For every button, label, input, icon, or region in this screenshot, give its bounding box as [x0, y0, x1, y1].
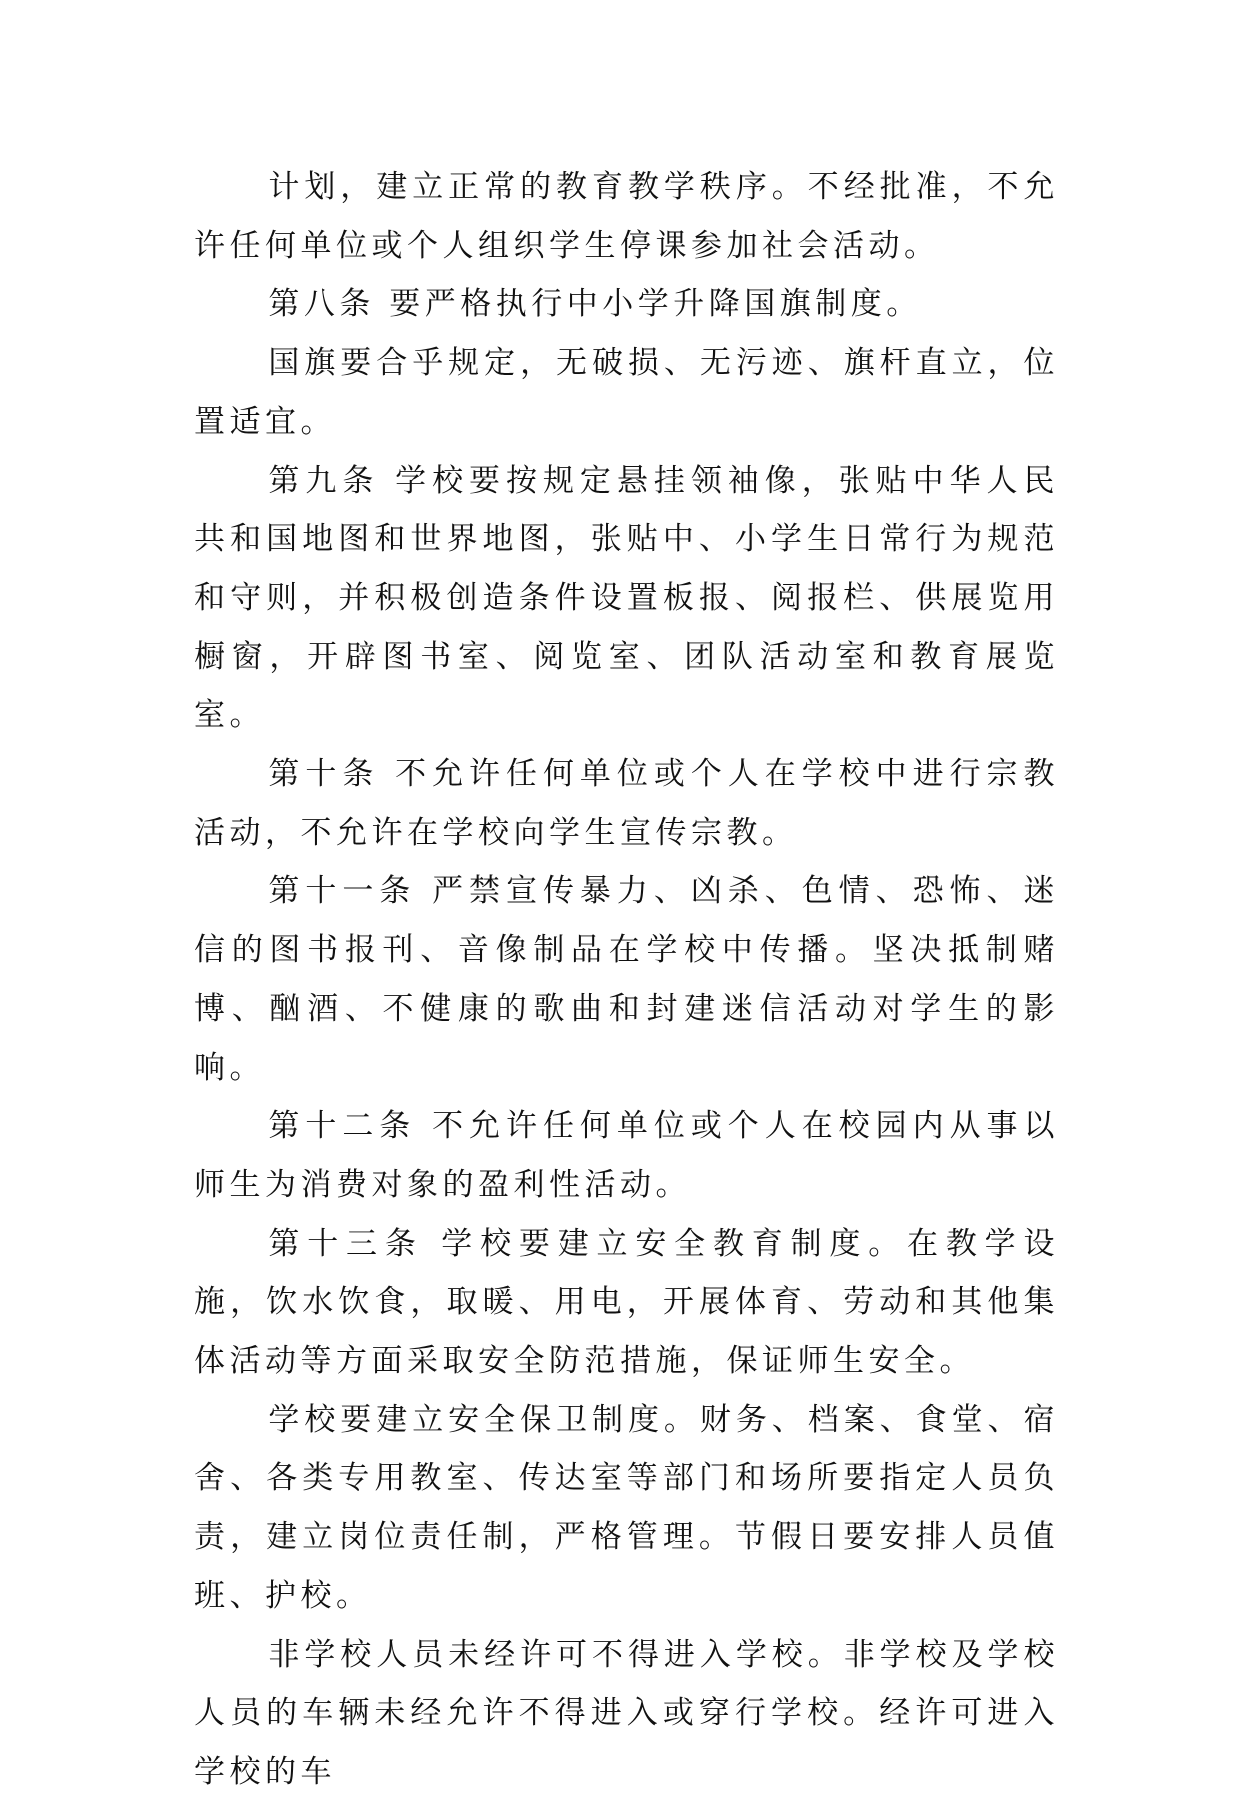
paragraph-article-8: 第八条 要严格执行中小学升降国旗制度。	[268, 286, 922, 323]
paragraph-article-11: 第十一条 严禁宣传暴力、凶杀、色情、恐怖、迷信的图书报刊、音像制品在学校中传播。坚决抵制赌博、酗酒、不健康的歌曲和封建迷信活动对学生的影响。	[194, 873, 1059, 1086]
document-body	[194, 158, 1059, 1802]
paragraph-national-flag: 国旗要合乎规定，无破损、无污迹、旗杆直立，位置适宜。	[194, 345, 1059, 440]
paragraph-security-system: 学校要建立安全保卫制度。财务、档案、食堂、宿舍、各类专用教室、传达室等部门和场所要指定人员负责，建立岗位责任制，严格管理。节假日要安排人员值班、护校。	[194, 1401, 1059, 1614]
paragraph-continued-plan: 计划，建立正常的教育教学秩序。不经批准，不允许任何单位或个人组织学生停课参加社会活动。	[194, 169, 1059, 264]
paragraph-article-10: 第十条 不允许任何单位或个人在学校中进行宗教活动，不允许在学校向学生宣传宗教。	[194, 756, 1059, 851]
paragraph-article-12: 第十二条 不允许任何单位或个人在校园内从事以师生为消费对象的盈利性活动。	[194, 1108, 1059, 1203]
paragraph-article-13: 第十三条 学校要建立安全教育制度。在教学设施，饮水饮食，取暖、用电，开展体育、劳动和其他集体活动等方面采取安全防范措施，保证师生安全。	[194, 1225, 1059, 1380]
paragraph-entry-rules: 非学校人员未经许可不得进入学校。非学校及学校人员的车辆未经允许不得进入或穿行学校。经许可进入学校的车	[194, 1636, 1059, 1790]
paragraph-article-9: 第九条 学校要按规定悬挂领袖像，张贴中华人民共和国地图和世界地图，张贴中、小学生日常行为规范和守则，并积极创造条件设置板报、阅报栏、供展览用橱窗，开辟图书室、阅览室、团队活动室和教育展览室。	[194, 462, 1059, 734]
